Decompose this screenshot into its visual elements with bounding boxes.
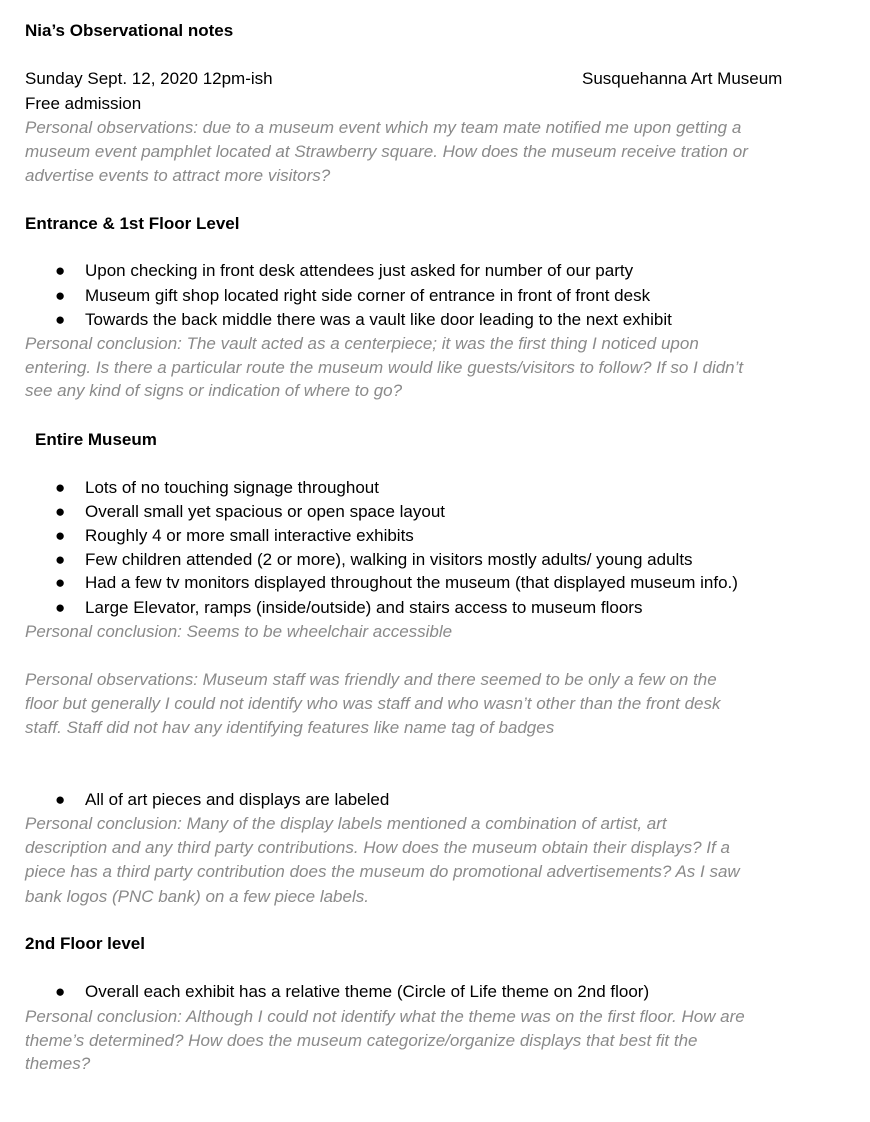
- conclusion-line: theme’s determined? How does the museum categorize/organize displays that best fit the: [25, 1031, 698, 1050]
- list-item: [55, 596, 642, 620]
- bullet-icon: ●: [55, 310, 66, 329]
- list-item: [55, 571, 738, 595]
- observation-line: advertise events to attract more visitors?: [25, 166, 331, 185]
- section-heading-entrance: Entrance & 1st Floor Level: [25, 214, 240, 233]
- list-item-text: Had a few tv monitors displayed throughout the museum (that displayed museum info.): [85, 573, 738, 592]
- list-item-text: Overall each exhibit has a relative theme (Circle of Life theme on 2nd floor): [85, 982, 650, 1001]
- list-item-text: Towards the back middle there was a vault like door leading to the next exhibit: [85, 310, 672, 329]
- admission-info: Free admission: [25, 94, 142, 113]
- observation-line: Personal observations: due to a museum event which my team mate notified me upon getting a: [25, 118, 742, 137]
- bullet-icon: ●: [55, 550, 66, 569]
- conclusion-line: themes?: [25, 1054, 91, 1073]
- list-item: [55, 788, 389, 812]
- observation-line: Personal observations: Museum staff was friendly and there seemed to be only a few on the: [25, 670, 717, 689]
- bullet-icon: ●: [55, 261, 66, 280]
- list-item: [55, 524, 414, 548]
- section-heading-2nd-floor: 2nd Floor level: [25, 934, 145, 953]
- conclusion-line: Personal conclusion: The vault acted as a centerpiece; it was the first thing I noticed upon: [25, 334, 699, 353]
- list-item: [55, 259, 633, 283]
- bullet-icon: ●: [55, 598, 66, 617]
- conclusion-line: see any kind of signs or indication of where to go?: [25, 381, 403, 400]
- list-item-text: Lots of no touching signage throughout: [85, 478, 379, 497]
- list-item-text: Museum gift shop located right side corner of entrance in front of front desk: [85, 286, 651, 305]
- bullet-icon: ●: [55, 526, 66, 545]
- conclusion-line: entering. Is there a particular route the museum would like guests/visitors to follow? If so I didn’t: [25, 358, 744, 377]
- list-item: [55, 308, 672, 332]
- bullet-icon: ●: [55, 790, 66, 809]
- list-item-text: Overall small yet spacious or open space layout: [85, 502, 446, 521]
- conclusion-line: description and any third party contributions. How does the museum obtain their displays? If a: [25, 838, 730, 857]
- list-item-text: Roughly 4 or more small interactive exhibits: [85, 526, 414, 545]
- bullet-icon: ●: [55, 502, 66, 521]
- list-item-text: All of art pieces and displays are labeled: [85, 790, 390, 809]
- bullet-icon: ●: [55, 478, 66, 497]
- bullet-icon: ●: [55, 286, 66, 305]
- list-item-text: Large Elevator, ramps (inside/outside) and stairs access to museum floors: [85, 598, 643, 617]
- visit-date: Sunday Sept. 12, 2020 12pm-ish: [25, 69, 273, 88]
- section-heading-entire-museum: Entire Museum: [35, 430, 157, 449]
- list-item: [55, 476, 379, 500]
- bullet-icon: ●: [55, 573, 66, 592]
- list-item: [55, 284, 650, 308]
- conclusion-line: Personal conclusion: Although I could not identify what the theme was on the first floor. How are: [25, 1007, 745, 1026]
- bullet-icon: ●: [55, 982, 66, 1001]
- conclusion-line: piece has a third party contribution does the museum do promotional advertisements? As I saw: [25, 862, 740, 881]
- observation-line: museum event pamphlet located at Strawberry square. How does the museum receive tration or: [25, 142, 748, 161]
- list-item-text: Upon checking in front desk attendees just asked for number of our party: [85, 261, 634, 280]
- list-item: [55, 980, 649, 1004]
- list-item-text: Few children attended (2 or more), walking in visitors mostly adults/ young adults: [85, 550, 693, 569]
- conclusion-line: bank logos (PNC bank) on a few piece labels.: [25, 887, 369, 906]
- conclusion-line: Personal conclusion: Seems to be wheelchair accessible: [25, 622, 453, 641]
- conclusion-line: Personal conclusion: Many of the display labels mentioned a combination of artist, art: [25, 814, 667, 833]
- list-item: [55, 548, 693, 572]
- document-title: Nia’s Observational notes: [25, 21, 234, 40]
- observation-line: floor but generally I could not identify who was staff and who wasn’t other than the front desk: [25, 694, 721, 713]
- observation-line: staff. Staff did not hav any identifying features like name tag of badges: [25, 718, 555, 737]
- visit-location: Susquehanna Art Museum: [582, 69, 783, 88]
- list-item: [55, 500, 445, 524]
